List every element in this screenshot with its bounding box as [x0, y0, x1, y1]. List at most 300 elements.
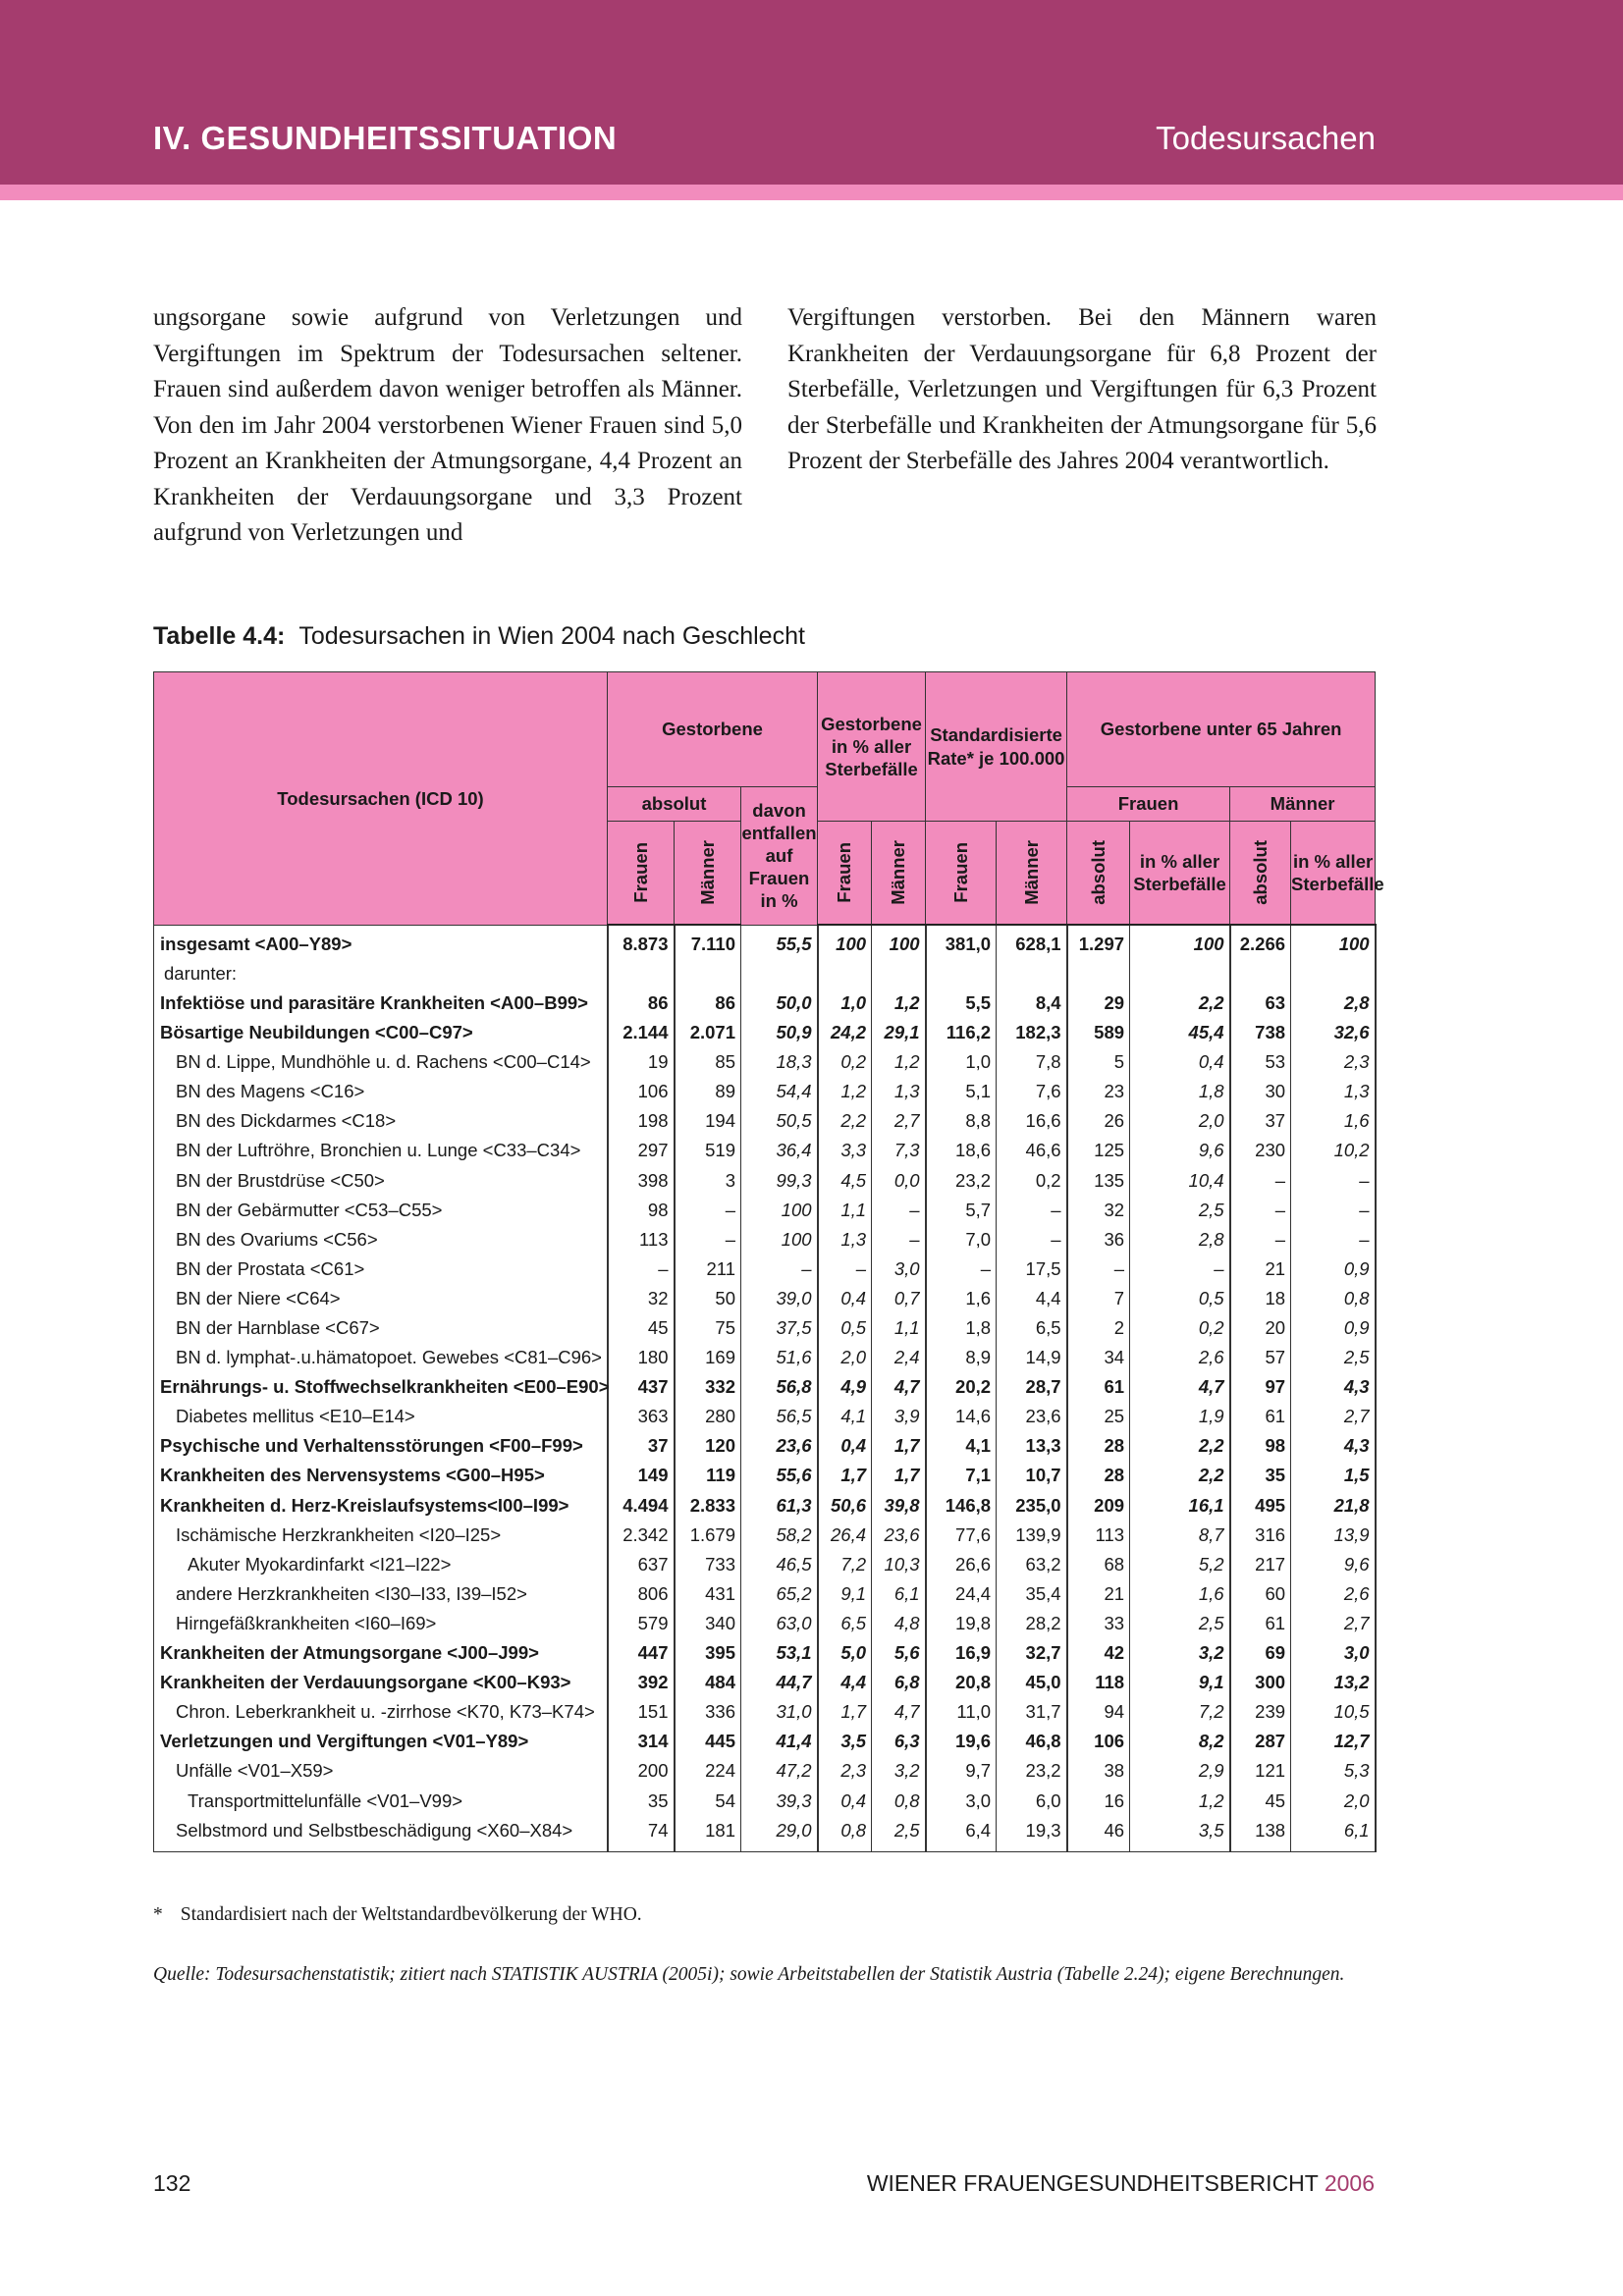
cell: 2,8 [1291, 988, 1376, 1018]
cell: 18,6 [926, 1137, 997, 1166]
cell: 4,4 [818, 1668, 872, 1697]
cell: 5,7 [926, 1196, 997, 1225]
cell: 135 [1067, 1166, 1130, 1196]
cell: 113 [608, 1225, 675, 1255]
cell: 54,4 [741, 1077, 818, 1106]
cell: 98 [1230, 1432, 1291, 1462]
table-row [154, 1166, 1376, 1196]
row-label: Krankheiten der Verdauungsorgane <K00–K93> [154, 1668, 608, 1697]
cell: 2,6 [1130, 1343, 1230, 1372]
cell: 69 [1230, 1638, 1291, 1668]
cell: 12,7 [1291, 1728, 1376, 1757]
cell: 0,2 [818, 1047, 872, 1077]
cell: 0,8 [872, 1787, 926, 1816]
row-label: BN d. Lippe, Mundhöhle u. d. Rachens <C00–C14> [154, 1047, 608, 1077]
cell: 6,5 [997, 1313, 1067, 1343]
cell: 9,6 [1130, 1137, 1230, 1166]
cell: 3,0 [1291, 1638, 1376, 1668]
row-label: Krankheiten des Nervensystems <G00–H95> [154, 1462, 608, 1491]
cell: 55,6 [741, 1462, 818, 1491]
cell: 28,7 [997, 1372, 1067, 1402]
report-title [867, 2170, 1375, 2197]
header-under65: Gestorbene unter 65 Jahren [1067, 672, 1376, 787]
cell: 29,0 [741, 1816, 818, 1852]
cell: 4,3 [1291, 1432, 1376, 1462]
section-title: IV. GESUNDHEITSSITUATION [153, 120, 618, 156]
cell: 7.110 [675, 925, 741, 959]
cell: 99,3 [741, 1166, 818, 1196]
cell: 17,5 [997, 1255, 1067, 1284]
cell: 149 [608, 1462, 675, 1491]
cell: 32 [1067, 1196, 1130, 1225]
row-label: Selbstmord und Selbstbeschädigung <X60–X84> [154, 1816, 608, 1852]
cell: – [872, 1225, 926, 1255]
cell: 2,9 [1130, 1757, 1230, 1787]
cell: 0,5 [818, 1313, 872, 1343]
cell: 63,0 [741, 1609, 818, 1638]
cell: – [872, 1196, 926, 1225]
row-label: BN der Niere <C64> [154, 1284, 608, 1313]
cell: 3 [675, 1166, 741, 1196]
cell: 447 [608, 1638, 675, 1668]
cell: 4,9 [818, 1372, 872, 1402]
cell: 637 [608, 1550, 675, 1579]
cell: 209 [1067, 1491, 1130, 1521]
cell: 3,0 [926, 1787, 997, 1816]
cell: 5,2 [1130, 1550, 1230, 1579]
cell: 5,1 [926, 1077, 997, 1106]
cell: 2,3 [1291, 1047, 1376, 1077]
cell: 61,3 [741, 1491, 818, 1521]
cell: 1,8 [926, 1313, 997, 1343]
cell: 98 [608, 1196, 675, 1225]
cell: 2,0 [818, 1343, 872, 1372]
cell: 4,5 [818, 1166, 872, 1196]
cell: 8,4 [997, 988, 1067, 1018]
cell: 20 [1230, 1313, 1291, 1343]
cell: 34 [1067, 1343, 1130, 1372]
cell: – [675, 1225, 741, 1255]
cell: 4,1 [818, 1403, 872, 1432]
header-absolut: absolut [608, 787, 741, 822]
cell: 182,3 [997, 1018, 1067, 1047]
cell: 230 [1230, 1137, 1291, 1166]
table-row [154, 1284, 1376, 1313]
cell: 1,3 [1291, 1077, 1376, 1106]
cell: 18 [1230, 1284, 1291, 1313]
cell: 8,8 [926, 1107, 997, 1137]
row-label: Infektiöse und parasitäre Krankheiten <A00–B99> [154, 988, 608, 1018]
cell: 74 [608, 1816, 675, 1852]
cell: 37 [608, 1432, 675, 1462]
footnote-marker: * [153, 1904, 163, 1925]
cell: 10,2 [1291, 1137, 1376, 1166]
cell [872, 959, 926, 988]
cell: 121 [1230, 1757, 1291, 1787]
cell: 45,0 [997, 1668, 1067, 1697]
cell: 50,5 [741, 1107, 818, 1137]
cell: 10,4 [1130, 1166, 1230, 1196]
cell: 39,0 [741, 1284, 818, 1313]
footnote [153, 1904, 642, 1926]
cell: 60 [1230, 1579, 1291, 1609]
cell: 2,5 [1291, 1343, 1376, 1372]
cell: 0,4 [1130, 1047, 1230, 1077]
cell: 2,6 [1291, 1579, 1376, 1609]
cell: 2,8 [1130, 1225, 1230, 1255]
cell: 8.873 [608, 925, 675, 959]
cell: 519 [675, 1137, 741, 1166]
cell: 381,0 [926, 925, 997, 959]
cell: 445 [675, 1728, 741, 1757]
cell: 45 [608, 1313, 675, 1343]
cell: 21,8 [1291, 1491, 1376, 1521]
cell: 0,0 [872, 1166, 926, 1196]
cell: 336 [675, 1697, 741, 1727]
cell: 21 [1067, 1579, 1130, 1609]
table-row [154, 1521, 1376, 1550]
cell [926, 959, 997, 988]
cell: 35,4 [997, 1579, 1067, 1609]
cell: 58,2 [741, 1521, 818, 1550]
cell: 6,4 [926, 1816, 997, 1852]
cell: 100 [1291, 925, 1376, 959]
cell [1067, 959, 1130, 988]
cell: 1,7 [872, 1462, 926, 1491]
cell: 0,4 [818, 1284, 872, 1313]
cell: 1,2 [872, 1047, 926, 1077]
row-label: Diabetes mellitus <E10–E14> [154, 1403, 608, 1432]
row-label: BN der Harnblase <C67> [154, 1313, 608, 1343]
cell: 10,3 [872, 1550, 926, 1579]
cell: 200 [608, 1757, 675, 1787]
cell: 4,8 [872, 1609, 926, 1638]
cell: 1,0 [818, 988, 872, 1018]
cell: 56,8 [741, 1372, 818, 1402]
table-row [154, 1668, 1376, 1697]
cell: 194 [675, 1107, 741, 1137]
cell: 0,4 [818, 1432, 872, 1462]
cell: 138 [1230, 1816, 1291, 1852]
table-row [154, 1638, 1376, 1668]
cell: 6,1 [1291, 1816, 1376, 1852]
cell: 287 [1230, 1728, 1291, 1757]
cell: 100 [818, 925, 872, 959]
cell: 45 [1230, 1787, 1291, 1816]
header-abs-maenner: Männer [675, 822, 741, 926]
cell: 26,6 [926, 1550, 997, 1579]
cell: 75 [675, 1313, 741, 1343]
cell: 6,8 [872, 1668, 926, 1697]
cell: 61 [1067, 1372, 1130, 1402]
cell: 1,7 [818, 1697, 872, 1727]
header-std-rate: Standardisierte Rate* je 100.000 [926, 672, 1067, 822]
cell: 7,1 [926, 1462, 997, 1491]
table-row [154, 1107, 1376, 1137]
cell: 0,9 [1291, 1313, 1376, 1343]
cell [1130, 959, 1230, 988]
row-label: BN des Magens <C16> [154, 1077, 608, 1106]
cell: 6,5 [818, 1609, 872, 1638]
cell: 340 [675, 1609, 741, 1638]
cell: 85 [675, 1047, 741, 1077]
cell: 1,7 [872, 1432, 926, 1462]
cell: 125 [1067, 1137, 1130, 1166]
header-stripe [0, 185, 1623, 200]
cell: 2,5 [872, 1816, 926, 1852]
cell: 61 [1230, 1609, 1291, 1638]
cell: 23 [1067, 1077, 1130, 1106]
table-row [154, 1609, 1376, 1638]
cell: 41,4 [741, 1728, 818, 1757]
cell: 53 [1230, 1047, 1291, 1077]
cell: 297 [608, 1137, 675, 1166]
cell: – [1291, 1166, 1376, 1196]
cell: 50,0 [741, 988, 818, 1018]
cell: – [1291, 1225, 1376, 1255]
cell: 2,5 [1130, 1196, 1230, 1225]
cell: 0,7 [872, 1284, 926, 1313]
cell: 13,9 [1291, 1521, 1376, 1550]
cell: 46,6 [997, 1137, 1067, 1166]
cell: 2,0 [1291, 1787, 1376, 1816]
cell: 50,9 [741, 1018, 818, 1047]
cell: 2,3 [818, 1757, 872, 1787]
cell: 484 [675, 1668, 741, 1697]
cell: 13,3 [997, 1432, 1067, 1462]
table-row [154, 1491, 1376, 1521]
cell: 97 [1230, 1372, 1291, 1402]
cell: 20,2 [926, 1372, 997, 1402]
cell: 1,6 [1291, 1107, 1376, 1137]
cell: – [997, 1225, 1067, 1255]
cell: 31,0 [741, 1697, 818, 1727]
cell: 100 [1130, 925, 1230, 959]
cell: 29,1 [872, 1018, 926, 1047]
table-row [154, 1225, 1376, 1255]
cell: 3,0 [872, 1255, 926, 1284]
row-label: BN der Luftröhre, Bronchien u. Lunge <C33–C34> [154, 1137, 608, 1166]
cell: 46,5 [741, 1550, 818, 1579]
cell: 57 [1230, 1343, 1291, 1372]
cell: 198 [608, 1107, 675, 1137]
cell: 25 [1067, 1403, 1130, 1432]
cell: 589 [1067, 1018, 1130, 1047]
cell: 39,8 [872, 1491, 926, 1521]
cell: 8,9 [926, 1343, 997, 1372]
table-row [154, 1550, 1376, 1579]
cell: 2,4 [872, 1343, 926, 1372]
header-gestorbene: Gestorbene [608, 672, 818, 787]
causes-of-death-table [153, 671, 1384, 1852]
cell: 280 [675, 1403, 741, 1432]
cell: 1,3 [818, 1225, 872, 1255]
cell: 46,8 [997, 1728, 1067, 1757]
cell: 100 [741, 1225, 818, 1255]
cell: 9,6 [1291, 1550, 1376, 1579]
cell: 42 [1067, 1638, 1130, 1668]
cell: 1,6 [1130, 1579, 1230, 1609]
row-label: BN des Ovariums <C56> [154, 1225, 608, 1255]
table-row [154, 1137, 1376, 1166]
cell: 1,2 [1130, 1787, 1230, 1816]
cell: 23,6 [741, 1432, 818, 1462]
cell: 54 [675, 1787, 741, 1816]
header-u65-frauen-abs: absolut [1067, 822, 1130, 926]
cell: 211 [675, 1255, 741, 1284]
cell: 35 [1230, 1462, 1291, 1491]
cell: 1,6 [926, 1284, 997, 1313]
row-label: Ernährungs- u. Stoffwechselkrankheiten <E00–E90> [154, 1372, 608, 1402]
cell: 398 [608, 1166, 675, 1196]
cell: 1,2 [872, 988, 926, 1018]
row-label: BN der Prostata <C61> [154, 1255, 608, 1284]
cell: 7,3 [872, 1137, 926, 1166]
cell [675, 959, 741, 988]
table-row [154, 1047, 1376, 1077]
cell: 31,7 [997, 1697, 1067, 1727]
cell [741, 959, 818, 988]
cell: – [1230, 1225, 1291, 1255]
cell: 300 [1230, 1668, 1291, 1697]
header-under65-frauen: Frauen [1067, 787, 1230, 822]
cell: 3,5 [1130, 1816, 1230, 1852]
cell: 32,6 [1291, 1018, 1376, 1047]
cell: 7,2 [1130, 1697, 1230, 1727]
cell: 113 [1067, 1521, 1130, 1550]
cell: 151 [608, 1697, 675, 1727]
cell: 0,2 [1130, 1313, 1230, 1343]
cell: 1,1 [818, 1196, 872, 1225]
cell: – [1067, 1255, 1130, 1284]
cell: 7,2 [818, 1550, 872, 1579]
cell: 3,5 [818, 1728, 872, 1757]
table-row [154, 1196, 1376, 1225]
table-row [154, 1787, 1376, 1816]
cell: 5,5 [926, 988, 997, 1018]
cell: 224 [675, 1757, 741, 1787]
cell: 14,6 [926, 1403, 997, 1432]
cell: – [997, 1196, 1067, 1225]
table-row [154, 1255, 1376, 1284]
cell: 2.071 [675, 1018, 741, 1047]
cell: 16 [1067, 1787, 1130, 1816]
cell: 23,2 [926, 1166, 997, 1196]
cell: 146,8 [926, 1491, 997, 1521]
cell: 1.679 [675, 1521, 741, 1550]
cell: 2 [1067, 1313, 1130, 1343]
topic-title: Todesursachen [1156, 120, 1376, 156]
table-row [154, 1697, 1376, 1727]
header-u65-maenner-pct: in % aller Sterbefälle [1291, 822, 1376, 926]
cell: 2,2 [1130, 988, 1230, 1018]
cell: 392 [608, 1668, 675, 1697]
table-row [154, 1343, 1376, 1372]
cell: 33 [1067, 1609, 1130, 1638]
cell: 139,9 [997, 1521, 1067, 1550]
cell: 36 [1067, 1225, 1130, 1255]
cell: 24,2 [818, 1018, 872, 1047]
table-row [154, 1728, 1376, 1757]
cell: 181 [675, 1816, 741, 1852]
cell: 29 [1067, 988, 1130, 1018]
cell: 37,5 [741, 1313, 818, 1343]
row-label: Psychische und Verhaltensstörungen <F00–F99> [154, 1432, 608, 1462]
body-paragraph-left: ungsorgane sowie aufgrund von Verletzungen und Vergiftungen im Spektrum der Todesursachen seltener. Frauen sind außerdem davon weniger betroffen als Männer. Von den im Jahr 2004 verstorbenen Wiener Frauen sind 5,0 Prozent an Krankheiten der Atmungsorgane, 4,4 Prozent an Krankheiten der Verdauungsorgane und 3,3 Prozent aufgrund von Verletzungen und [153, 304, 742, 546]
header-rate-maenner: Männer [997, 822, 1067, 926]
cell: 50,6 [818, 1491, 872, 1521]
cell: 23,6 [872, 1521, 926, 1550]
cell: 23,6 [997, 1403, 1067, 1432]
cell: 47,2 [741, 1757, 818, 1787]
header-abs-frauen: Frauen [608, 822, 675, 926]
table-row [154, 1018, 1376, 1047]
cell: 4,7 [1130, 1372, 1230, 1402]
cell: 0,9 [1291, 1255, 1376, 1284]
row-label: Chron. Leberkrankheit u. -zirrhose <K70, K73–K74> [154, 1697, 608, 1727]
row-label: Unfälle <V01–X59> [154, 1757, 608, 1787]
cell: 2,2 [1130, 1462, 1230, 1491]
header-u65-frauen-pct: in % aller Sterbefälle [1130, 822, 1230, 926]
cell: 6,3 [872, 1728, 926, 1757]
cell: 495 [1230, 1491, 1291, 1521]
cell: 63 [1230, 988, 1291, 1018]
table-row [154, 1077, 1376, 1106]
cell: 2,0 [1130, 1107, 1230, 1137]
cell: 14,9 [997, 1343, 1067, 1372]
cell: 2.144 [608, 1018, 675, 1047]
cell: 437 [608, 1372, 675, 1402]
cell: 37 [1230, 1107, 1291, 1137]
header-pct-all: Gestorbene in % aller Sterbefälle [818, 672, 926, 822]
cell: 7 [1067, 1284, 1130, 1313]
cell: 2.342 [608, 1521, 675, 1550]
cell: 4,7 [872, 1697, 926, 1727]
cell: 23,2 [997, 1757, 1067, 1787]
cell: 19,6 [926, 1728, 997, 1757]
cell: – [1230, 1196, 1291, 1225]
cell: 16,6 [997, 1107, 1067, 1137]
row-label: Akuter Myokardinfarkt <I21–I22> [154, 1550, 608, 1579]
cell: 3,9 [872, 1403, 926, 1432]
cell: 1,7 [818, 1462, 872, 1491]
row-label: andere Herzkrankheiten <I30–I33, I39–I52> [154, 1579, 608, 1609]
cell [1230, 959, 1291, 988]
cell: 0,4 [818, 1787, 872, 1816]
cell: 2,2 [1130, 1432, 1230, 1462]
cell: 100 [741, 1196, 818, 1225]
cell: 9,7 [926, 1757, 997, 1787]
cell: 7,0 [926, 1225, 997, 1255]
cell: 24,4 [926, 1579, 997, 1609]
cell: 628,1 [997, 925, 1067, 959]
table-row [154, 1757, 1376, 1787]
cell: 119 [675, 1462, 741, 1491]
cell: 10,5 [1291, 1697, 1376, 1727]
cell: 1,8 [1130, 1077, 1230, 1106]
cell: 235,0 [997, 1491, 1067, 1521]
cell: – [1230, 1166, 1291, 1196]
cell: 19,8 [926, 1609, 997, 1638]
cell: 0,5 [1130, 1284, 1230, 1313]
page-number: 132 [153, 2170, 191, 2196]
cell [997, 959, 1067, 988]
cell: 5,3 [1291, 1757, 1376, 1787]
cell: 68 [1067, 1550, 1130, 1579]
cell: 239 [1230, 1697, 1291, 1727]
cell: 21 [1230, 1255, 1291, 1284]
header-davon: davon entfallen auf Frauen in % [741, 787, 818, 926]
